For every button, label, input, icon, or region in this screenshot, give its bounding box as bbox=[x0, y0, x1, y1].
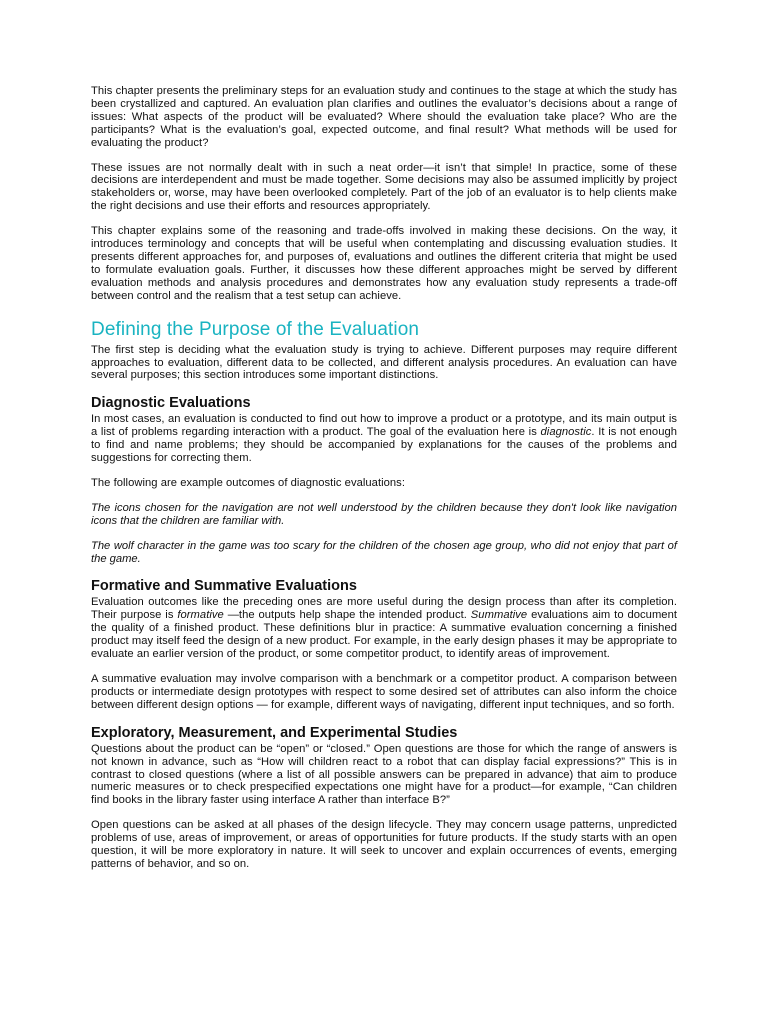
formative-paragraph-1: Evaluation outcomes like the preceding ones are more useful during the design process than after its completion. Their purpose is formative —the outputs help shape the intended product. Summative evaluations aim to document the quality of a finished product. These definitions blur in practice: A summative evaluation concerning a finished product may itself feed the design of a new product. For example, in the early design phases it may be appropriate to evaluate an earlier version of the product, or some competitor product, to identify areas of improvement. bbox=[91, 596, 678, 661]
formative-heading: Formative and Summative Evaluations bbox=[91, 578, 357, 595]
exploratory-heading: Exploratory, Measurement, and Experimental Studies bbox=[91, 724, 458, 741]
section-intro-paragraph: The first step is deciding what the evaluation study is trying to achieve. Different purposes may require different approaches to evaluation, different data to be collected, and different analysis procedures. An evaluation can have several purposes; this section introduces some important distinctions. bbox=[91, 343, 677, 382]
diagnostic-paragraph-1: In most cases, an evaluation is conducted to find out how to improve a product or a prototype, and its main output is a list of problems regarding interaction with a product. The goal of the evaluation here is diagnostic. It is not enough to find and name problems; they should be accompanied by explanations for the causes of the problems and suggestions for correcting them. bbox=[91, 413, 678, 465]
example-quote-2: The wolf character in the game was too scary for the children of the chosen age group, who did not enjoy that part of the game. bbox=[91, 539, 677, 565]
section-heading: Defining the Purpose of the Evaluation bbox=[91, 318, 420, 340]
exploratory-paragraph-1: Questions about the product can be “open” or “closed.” Open questions are those for which the range of answers is not known in advance, such as “How will children react to a robot that can display facial expressions?” This is in contrast to closed questions (where a list of all possible answers can be prepared in advance) that aim to produce numeric measures or to check prespecified expectations one might have for a product—for example, “Can children find books in the library faster using interface A rather than interface B?” bbox=[91, 742, 677, 807]
diagnostic-paragraph-2: The following are example outcomes of diagnostic evaluations: bbox=[91, 476, 405, 489]
intro-paragraph-3: This chapter explains some of the reasoning and trade-offs involved in making these decisions. On the way, it introduces terminology and concepts that will be useful when contemplating and discussing evaluation studies. It presents different approaches for, and purposes of, evaluations and outlines the different criteria that might be used to formulate evaluation goals. Further, it discusses how these different approaches might be served by different evaluation methods and analysis procedures and demonstrates how any evaluation study represents a trade-off between control and the realism that a test setup can achieve. bbox=[91, 225, 677, 302]
formative-paragraph-2: A summative evaluation may involve comparison with a benchmark or a competitor product. A comparison between products or intermediate design prototypes with respect to some desired set of attributes can also inform the choice between different design options — for example, different ways of navigating, different input techniques, and so forth. bbox=[91, 673, 677, 711]
exploratory-paragraph-2: Open questions can be asked at all phases of the design lifecycle. They may concern usage patterns, unpredicted problems of use, areas of improvement, or areas of opportunities for future products. If the study starts with an open question, it will be more exploratory in nature. It will seek to uncover and explain occurrences of events, emerging patterns of behavior, and so on. bbox=[91, 819, 677, 870]
formative-emphasis: formative bbox=[177, 609, 224, 622]
example-quote-1: The icons chosen for the navigation are not well understood by the children because they don't look like navigation icons that the children are familiar with. bbox=[91, 501, 677, 527]
summative-emphasis: Summative bbox=[470, 609, 528, 622]
diagnostic-emphasis: diagnostic bbox=[540, 426, 592, 439]
intro-paragraph-1: This chapter presents the preliminary steps for an evaluation study and continues to the stage at which the study has been crystallized and captured. An evaluation plan clarifies and outlines the evaluator’s decisions about a range of issues: What aspects of the product will be evaluated? Where should the evaluation take place? Who are the participants? What is the evaluation’s goal, expected outcome, and final result? What methods will be used for evaluating the product? bbox=[91, 85, 677, 149]
diagnostic-heading: Diagnostic Evaluations bbox=[91, 395, 251, 412]
intro-paragraph-2: These issues are not normally dealt with in such a neat order—it isn’t that simple! In practice, some of these decisions are interdependent and must be made together. Some decisions may also be assumed implicitly by project stakeholders or, worse, may have been overlooked completely. Part of the job of an evaluator is to help clients make the right decisions and use their efforts and resources appropriately. bbox=[91, 161, 677, 213]
